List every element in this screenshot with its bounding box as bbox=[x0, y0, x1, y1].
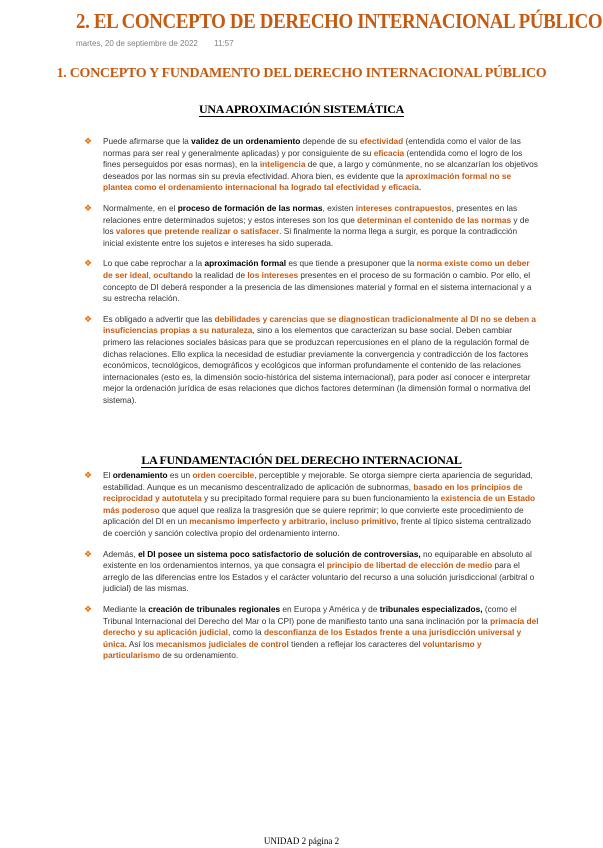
body-text: , bbox=[148, 269, 154, 280]
subsection-title-systematic bbox=[0, 102, 603, 117]
body-text: de que, a largo y comúnmente, no se alcanzarían los objetivos deseados por las normas sin su previa efectividad. Ahora bien, es evidente que la bbox=[103, 159, 538, 181]
page-footer: UNIDAD 2 página 2 bbox=[263, 836, 340, 846]
highlight-text: determinan el contenido de las normas bbox=[357, 214, 512, 225]
body-text: es que tiende a presuponer que la bbox=[286, 258, 417, 269]
body-text: tienden a reflejar los caracteres del bbox=[288, 638, 423, 649]
bullet-text bbox=[103, 136, 540, 194]
highlight-text: orden coercible bbox=[192, 470, 255, 480]
body-text: Puede afirmarse que la bbox=[103, 136, 192, 146]
highlight-text: principio de libertad de elección de medio bbox=[326, 560, 493, 571]
bullet-item bbox=[84, 604, 540, 662]
highlight-text: mecanismos judiciales de control bbox=[156, 638, 289, 649]
highlight-text: efectividad bbox=[359, 136, 404, 146]
diamond-bullet-icon: ❖ bbox=[84, 548, 93, 559]
bold-text: aproximación formal bbox=[204, 258, 287, 269]
highlight-text: eficacia bbox=[373, 147, 405, 158]
bullet-text bbox=[103, 549, 540, 595]
bullet-text bbox=[103, 314, 540, 407]
highlight-text: debilidades y carencias que se diagnostican tradicionalmente al DI no se deben a insuficiencias propias a su naturaleza bbox=[103, 313, 537, 336]
bullet-list bbox=[84, 470, 540, 671]
highlight-text: ocultando bbox=[153, 269, 193, 280]
body-text: Es obligado a advertir que las bbox=[103, 313, 215, 324]
highlight-text: intereses contrapuestos bbox=[355, 202, 452, 213]
subsection-title-text: UNA APROXIMACIÓN SISTEMÁTICA bbox=[199, 102, 404, 116]
highlight-text: los intereses bbox=[247, 269, 299, 280]
body-text: , perceptible y mejorable. Se otorga siempre cierta apariencia de seguridad, estabilidad. Aunque es un mecanismo descentralizado de aplicación de subnormas, bbox=[103, 470, 533, 492]
bullet-item bbox=[84, 203, 540, 249]
body-text: en Europa y América y de bbox=[280, 603, 380, 614]
bold-text: el DI posee un sistema poco satisfactorio de solución de controversias, bbox=[138, 548, 421, 559]
highlight-text: primacía del derecho y su aplicación judicial bbox=[103, 615, 539, 638]
bullet-item bbox=[84, 549, 540, 595]
diamond-bullet-icon: ❖ bbox=[84, 313, 93, 324]
bold-text: tribunales especializados, bbox=[379, 603, 483, 614]
bullet-item bbox=[84, 470, 540, 540]
body-text: y de los bbox=[103, 214, 530, 237]
body-text: Además, bbox=[103, 548, 139, 559]
subsection-title-text: LA FUNDAMENTACIÓN DEL DERECHO INTERNACIONAL bbox=[141, 453, 462, 467]
diamond-bullet-icon: ❖ bbox=[84, 470, 93, 480]
body-text: Mediante la bbox=[103, 603, 149, 614]
body-text: , como la bbox=[227, 627, 264, 638]
diamond-bullet-icon: ❖ bbox=[84, 136, 93, 146]
bullet-item bbox=[84, 258, 540, 304]
highlight-text: basado en los principios de reciprocidad y autotutela bbox=[103, 481, 523, 504]
body-text: Así los bbox=[126, 638, 157, 649]
bullet-text bbox=[103, 203, 540, 249]
body-text: (entendida como el valor de las normas para ser real y generalmente aplicadas) y por consiguiente de su bbox=[103, 136, 521, 158]
bullet-text bbox=[103, 604, 540, 662]
body-text: de su ordenamiento. bbox=[160, 650, 239, 661]
body-text: que aquel que realiza la trasgresión que se quiere reprimir; lo que convierte este procedimiento de aplicación del DI en un bbox=[103, 504, 524, 527]
highlight-text: voluntarismo y particularismo bbox=[103, 638, 482, 661]
body-text: (entendida como el logro de los fines perseguidos por esas normas), en la bbox=[103, 147, 523, 170]
body-text: y su precipitado formal requiere para su buen funcionamiento la bbox=[201, 493, 441, 504]
highlight-text: inteligencia bbox=[259, 159, 306, 170]
bold-text: validez de un ordenamiento bbox=[191, 136, 301, 146]
highlight-text: valores que pretende realizar o satisfacer bbox=[115, 226, 280, 237]
diamond-bullet-icon: ❖ bbox=[84, 603, 93, 614]
highlight-text: existencia de un Estado más poderoso bbox=[103, 493, 536, 515]
diamond-bullet-icon: ❖ bbox=[84, 202, 93, 213]
body-text: depende de su bbox=[300, 136, 360, 146]
bullet-text bbox=[103, 258, 540, 304]
highlight-text: aproximación formal no se plantea como el ordenamiento internacional ha logrado tal efectividad y eficacia. bbox=[103, 170, 512, 193]
body-text: es un bbox=[167, 470, 193, 480]
highlight-text: mecanismo imperfecto y arbitrario, incluso primitivo, bbox=[189, 516, 399, 527]
bullet-item bbox=[84, 136, 540, 194]
body-text: , presentes en las relaciones entre determinados sujetos; y estos intereses son los que bbox=[103, 202, 518, 225]
body-text: no equiparable en absoluto al existente en los ordenamientos internos, ya que consagra el bbox=[103, 548, 532, 571]
body-text: . Si finalmente la norma llega a surgir, es porque la contradicción inicial existente entre los sujetos e intereses ha sido superada. bbox=[103, 226, 518, 248]
body-text: El bbox=[103, 470, 113, 480]
page-date: martes, 20 de septiembre de 2022 bbox=[76, 39, 198, 48]
body-text: la realidad de bbox=[192, 269, 248, 280]
highlight-text: norma existe como un deber de ser ideal bbox=[103, 258, 530, 280]
body-text: Normalmente, en el bbox=[103, 202, 178, 213]
body-text: , existen bbox=[322, 202, 356, 213]
diamond-bullet-icon: ❖ bbox=[84, 258, 93, 269]
bullet-item bbox=[84, 314, 540, 407]
page-meta bbox=[76, 39, 234, 48]
page-time: 11:57 bbox=[214, 39, 234, 48]
body-text: , sino a los elementos que caracterizan su base social. Deben cambiar primero las relaciones sociales básicas para que se produzcan repercusiones en el plano de la regulación formal de dichas relaciones. Ello explica la necesidad de estudiar previamente la convergencia y contradicción de los factores económicos, tecnológicos, demográficos y ecológicos que informan profundamente el contenido de las relaciones internacionales (esto es, la dimensión socio-histórica del sistema internacional), para poder así conocer e interpretar mejor la ordenación jurídica de esas relaciones que dichos factores determinan (la dimensión formal o normativa del sistema). bbox=[103, 325, 531, 405]
bold-text: ordenamiento bbox=[112, 470, 168, 480]
body-text: frente al típico sistema centralizado de coerción y sanción colectiva propio del ordenamiento interno. bbox=[103, 516, 531, 538]
subsection-title-foundation bbox=[0, 453, 603, 468]
bullet-text bbox=[103, 470, 540, 540]
bold-text: proceso de formación de las normas bbox=[177, 202, 323, 213]
bold-text: creación de tribunales regionales bbox=[148, 603, 281, 614]
page-title: 2. EL CONCEPTO DE DERECHO INTERNACIONAL PÚBLICO bbox=[76, 9, 603, 33]
bullet-list bbox=[84, 136, 540, 415]
body-text: Lo que cabe reprochar a la bbox=[103, 258, 205, 269]
body-text: presentes en el proceso de su formación o cambio. Por ello, el concepto de DI deberá responder a la presencia de las dimensiones material y formal en el sistema internacional y a su estrecha relación. bbox=[103, 269, 532, 304]
highlight-text: desconfianza de los Estados frente a una jurisdicción universal y única. bbox=[103, 627, 522, 649]
body-text: para el arreglo de las diferencias entre los Estados y el carácter voluntario del recurso a una solución jurisdiccional (arbitral o judicial) de las mismas. bbox=[103, 560, 535, 594]
body-text: (como el Tribunal Internacional del Derecho del Mar o la CPI) pone de manifiesto tanto una sana inclinación por la bbox=[103, 603, 517, 626]
section-title: 1. CONCEPTO Y FUNDAMENTO DEL DERECHO INTERNACIONAL PÚBLICO bbox=[56, 66, 547, 81]
